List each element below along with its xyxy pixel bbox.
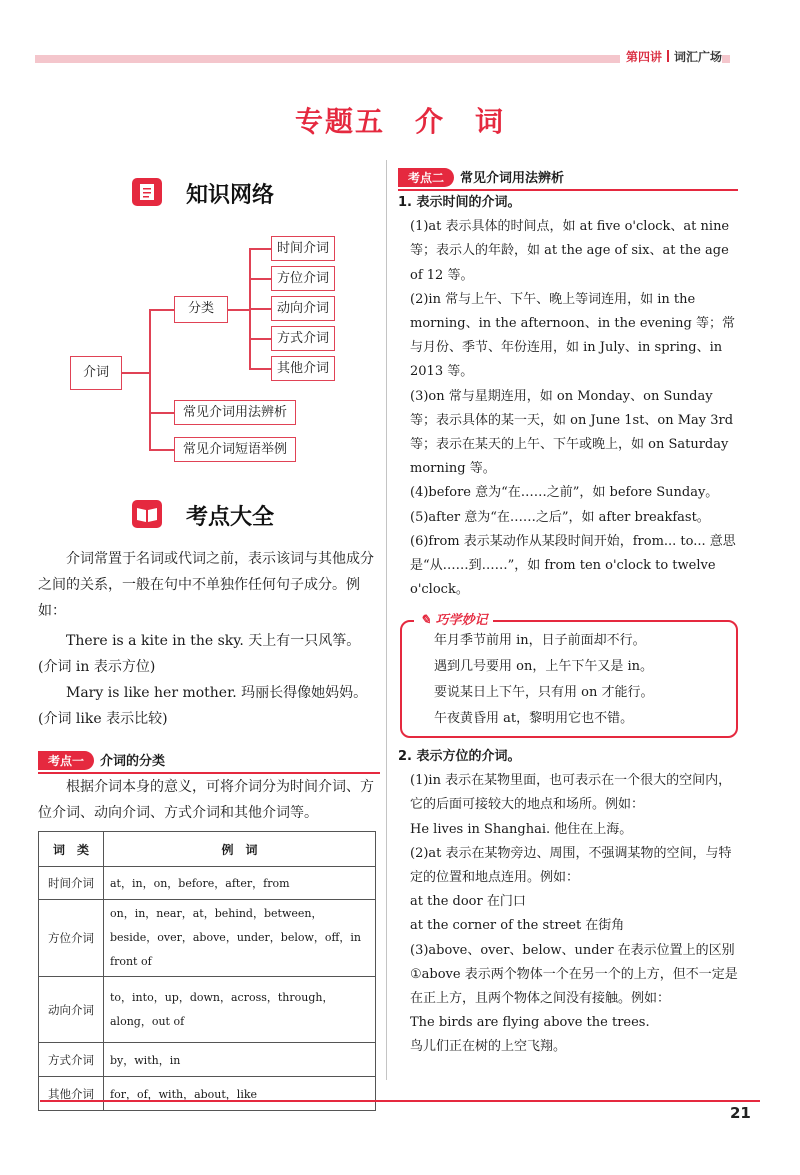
chapter-name: 词汇广场 <box>674 50 723 64</box>
table-cell: at，in，on，before，after，from <box>104 867 376 900</box>
time-section-title: 1. 表示时间的介词。 <box>398 195 521 210</box>
time-item: (4)before 意为“在……之前”，如 before Sunday。 <box>410 485 719 501</box>
table-cell: 其他介词 <box>39 1077 104 1111</box>
tree-node: 常见介词短语举例 <box>174 437 296 462</box>
pencil-icon: ✎ <box>420 613 431 628</box>
point2-tag: 考点二 <box>398 168 454 187</box>
table-cell: on，in，near，at，behind，between，beside，over，above，under，below，off，in front of <box>104 900 376 977</box>
place-item: (3)above、over、below、under 在表示位置上的区别 <box>410 942 735 958</box>
list-icon <box>132 178 162 206</box>
tree-node: 方位介词 <box>271 266 335 291</box>
point2-header <box>398 167 738 191</box>
time-item: (6)from 表示某动作从某段时间开始，from... to... 意思是“从……到……”，如 from ten o'clock to twelve o'clock。 <box>410 533 736 598</box>
network-heading: 知识网络 <box>186 183 275 208</box>
chapter-number: 第四讲 <box>626 50 663 64</box>
tree-node: 其他介词 <box>271 356 335 381</box>
chapter-label <box>626 48 722 65</box>
table-row <box>39 1043 376 1077</box>
place-section <box>398 745 740 1060</box>
tree-node: 常见介词用法辨析 <box>174 400 296 425</box>
point1-header <box>38 750 380 774</box>
memo-line: 遇到几号要用 on，上午下午又是 in。 <box>434 659 653 674</box>
place-item: The birds are flying above the trees. <box>410 1015 650 1031</box>
place-item: (1)in 表示在某物里面，也可表示在一个很大的空间内，它的后面可接较大的地点和场所。例如： <box>410 773 732 813</box>
table-row <box>39 977 376 1043</box>
preposition-table <box>38 831 376 1111</box>
place-item: He lives in Shanghai. 他住在上海。 <box>410 821 633 837</box>
time-item: (1)at 表示具体的时间点，如 at five o'clock、at nine 等；表示人的年龄，如 at the age of six、at the age of 12 等。 <box>410 219 730 283</box>
place-item: at the corner of the street 在街角 <box>410 918 625 934</box>
time-item: (2)in 常与上午、下午、晚上等词连用，如 in the morning、in the afternoon、in the evening 等；常与月份、季节、年份连用，如 in July、in spring、in 2013 等。 <box>410 291 735 380</box>
memo-box <box>400 620 738 738</box>
table-cell: by，with，in <box>104 1043 376 1077</box>
page-number: 21 <box>730 1104 751 1122</box>
place-item: ①above 表示两个物体一个在另一个的上方，但不一定是在正上方，且两个物体之间没有接触。例如： <box>410 966 738 1007</box>
example-1-note: (介词 in 表示方位) <box>38 659 156 675</box>
time-section <box>398 191 740 602</box>
memo-line: 午夜黄昏用 at，黎明用它也不错。 <box>434 711 634 726</box>
table-cell: 时间介词 <box>39 867 104 900</box>
tree-branch: 分类 <box>174 296 228 323</box>
book-icon <box>132 500 162 528</box>
memo-title <box>414 609 493 628</box>
overview-heading: 考点大全 <box>186 505 275 530</box>
point2-title: 常见介词用法辨析 <box>460 171 565 186</box>
tree-root: 介词 <box>70 356 122 390</box>
tree-node: 动向介词 <box>271 296 335 321</box>
place-item: (2)at 表示在某物旁边、周围，不强调某物的空间，与特定的位置和地点连用。例如： <box>410 845 732 886</box>
time-item: (3)on 常与星期连用，如 on Monday、on Sunday 等；表示具体的某一天，如 on June 1st、on May 3rd 等；表示在某天的上午、下午或晚上，如 on Saturday morning 等。 <box>410 388 734 477</box>
overview-intro: 介词常置于名词或代词之前，表示该词与其他成分之间的关系，一般在句中不单独作任何句子成分。例如： <box>38 551 374 619</box>
example-2-note: (介词 like 表示比较) <box>38 711 168 727</box>
header-bar <box>35 55 620 63</box>
place-item: 鸟儿们正在树的上空飞翔。 <box>410 1039 567 1055</box>
table-cell: for，of，with，about，like <box>104 1077 376 1111</box>
table-header: 例 词 <box>104 832 376 867</box>
table-cell: 动向介词 <box>39 977 104 1043</box>
table-cell: 方式介词 <box>39 1043 104 1077</box>
footer-line <box>40 1100 760 1102</box>
table-row <box>39 867 376 900</box>
memo-title-text: 巧学妙记 <box>435 613 488 628</box>
table-row <box>39 900 376 977</box>
table-header: 词 类 <box>39 832 104 867</box>
page-title: 专题五 介 词 <box>294 105 505 138</box>
place-section-title: 2. 表示方位的介词。 <box>398 749 521 764</box>
table-cell: to，into，up，down，across，through，along，out of <box>104 977 376 1043</box>
point1-tag: 考点一 <box>38 751 94 770</box>
tree-node: 方式介词 <box>271 326 335 351</box>
table-header-row <box>39 832 376 867</box>
example-2: Mary is like her mother. 玛丽长得像她妈妈。 <box>66 685 368 701</box>
table-cell: 方位介词 <box>39 900 104 977</box>
example-1: There is a kite in the sky. 天上有一只风筝。 <box>66 633 361 649</box>
memo-line: 要说某日上下午，只有用 on 才能行。 <box>434 685 654 700</box>
column-divider <box>386 160 387 1080</box>
point1-intro: 根据介词本身的意义，可将介词分为时间介词、方位介词、动向介词、方式介词和其他介词等。 <box>38 779 374 821</box>
tree-node: 时间介词 <box>271 236 335 261</box>
place-item: at the door 在门口 <box>410 894 526 910</box>
point1-title: 介词的分类 <box>100 754 166 769</box>
memo-line: 年月季节前用 in，日子前面却不行。 <box>434 633 646 648</box>
table-row <box>39 1077 376 1111</box>
time-item: (5)after 意为“在……之后”，如 after breakfast。 <box>410 509 710 525</box>
header-bar-end <box>722 55 730 63</box>
